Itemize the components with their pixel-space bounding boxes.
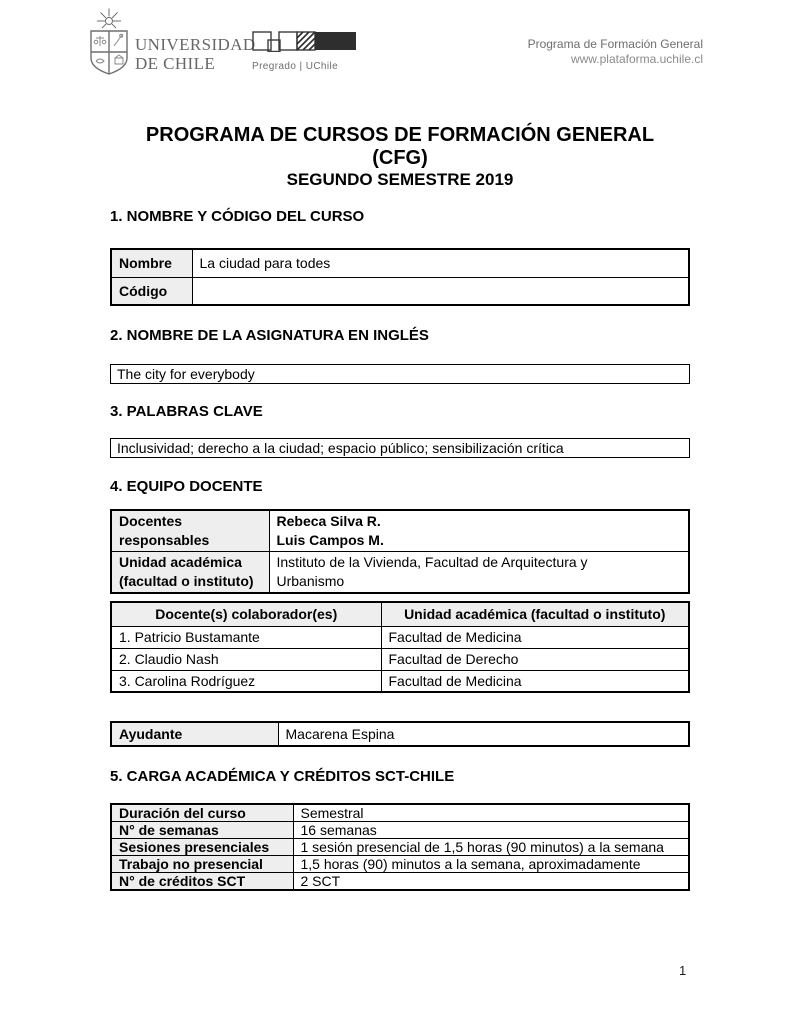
row-label: Ayudante — [111, 722, 278, 746]
row-value: 1 sesión presencial de 1,5 horas (90 minutos) a la semana — [293, 839, 689, 856]
collaborator-unit: Facultad de Medicina — [381, 626, 689, 648]
course-name-code-table — [110, 248, 690, 306]
academic-load-table — [110, 803, 690, 891]
collaborating-teachers-table — [110, 601, 690, 693]
row-label — [111, 510, 269, 552]
row-label — [111, 552, 269, 594]
collaborator-name: 1. Patricio Bustamante — [111, 626, 381, 648]
row-value: Semestral — [293, 804, 689, 822]
row-value: 16 semanas — [293, 822, 689, 839]
row-label: N° de créditos SCT — [111, 873, 293, 891]
website-url: www.plataforma.uchile.cl — [570, 52, 703, 66]
page-number: 1 — [679, 963, 687, 978]
title-line2: (CFG) — [372, 147, 428, 169]
collaborator-unit: Facultad de Derecho — [381, 648, 689, 670]
column-header: Docente(s) colaborador(es) — [111, 602, 381, 626]
table-row — [111, 856, 689, 873]
row-value: 1,5 horas (90) minutos a la semana, aproximadamente — [293, 856, 689, 873]
university-name-line2: DE CHILE — [135, 54, 216, 73]
row-label: Nombre — [111, 249, 192, 277]
university-name-line1: UNIVERSIDAD — [135, 35, 256, 54]
row-value: 2 SCT — [293, 873, 689, 891]
title-line1: PROGRAMA DE CURSOS DE FORMACIÓN GENERAL — [145, 124, 655, 146]
header-right — [528, 37, 703, 67]
section5-heading: 5. CARGA ACADÉMICA Y CRÉDITOS SCT-CHILE — [110, 768, 455, 785]
table-row — [111, 552, 689, 594]
row-label: Trabajo no presencial — [111, 856, 293, 873]
label-line: Unidad académica — [119, 554, 242, 570]
table-row — [111, 822, 689, 839]
english-name-value: The city for everybody — [117, 366, 255, 382]
table-row — [111, 626, 689, 648]
row-value: Macarena Espina — [278, 722, 689, 746]
row-label: Sesiones presenciales — [111, 839, 293, 856]
value-line: Rebeca Silva R. — [276, 513, 381, 529]
row-value — [192, 277, 689, 305]
assistant-table — [110, 721, 690, 747]
row-label: Duración del curso — [111, 804, 293, 822]
table-row — [111, 510, 689, 552]
table-row — [111, 277, 689, 305]
table-row — [111, 873, 689, 891]
responsible-teachers-table — [110, 509, 690, 594]
table-row — [111, 804, 689, 822]
table-row — [111, 722, 689, 746]
label-line: responsables — [119, 532, 210, 548]
value-line: Urbanismo — [276, 573, 345, 589]
label-line: Docentes — [119, 513, 183, 529]
keywords-box — [110, 438, 690, 458]
row-value — [269, 510, 689, 552]
value-line: Instituto de la Vivienda, Facultad de Arquitectura y — [276, 554, 588, 570]
table-row — [111, 648, 689, 670]
collaborator-name: 2. Claudio Nash — [111, 648, 381, 670]
row-value: La ciudad para todes — [192, 249, 689, 277]
table-header-row — [111, 602, 689, 626]
uchile-coat-of-arms-icon — [88, 8, 130, 83]
row-label: Código — [111, 277, 192, 305]
program-name: Programa de Formación General — [527, 37, 703, 51]
value-line: Luis Campos M. — [276, 532, 384, 548]
collaborator-unit: Facultad de Medicina — [381, 670, 689, 692]
section3-heading: 3. PALABRAS CLAVE — [110, 403, 263, 420]
section1-heading: 1. NOMBRE Y CÓDIGO DEL CURSO — [110, 208, 365, 225]
label-line: (facultad o instituto) — [119, 573, 254, 589]
table-row — [111, 839, 689, 856]
title-line3: SEGUNDO SEMESTRE 2019 — [286, 170, 514, 189]
row-label: N° de semanas — [111, 822, 293, 839]
english-name-box — [110, 364, 690, 384]
table-row — [111, 249, 689, 277]
pregrado-caption: Pregrado | UChile — [252, 61, 339, 72]
table-row — [111, 670, 689, 692]
row-value — [269, 552, 689, 594]
document-title — [0, 124, 800, 190]
university-logotype — [135, 35, 256, 73]
pregrado-squares-icon — [252, 31, 357, 52]
collaborator-name: 3. Carolina Rodríguez — [111, 670, 381, 692]
column-header: Unidad académica (facultad o instituto) — [381, 602, 689, 626]
section2-heading: 2. NOMBRE DE LA ASIGNATURA EN INGLÉS — [110, 327, 429, 344]
pregrado-logo — [252, 31, 357, 72]
keywords-value: Inclusividad; derecho a la ciudad; espacio público; sensibilización crítica — [117, 440, 564, 456]
section4-heading: 4. EQUIPO DOCENTE — [110, 478, 263, 495]
